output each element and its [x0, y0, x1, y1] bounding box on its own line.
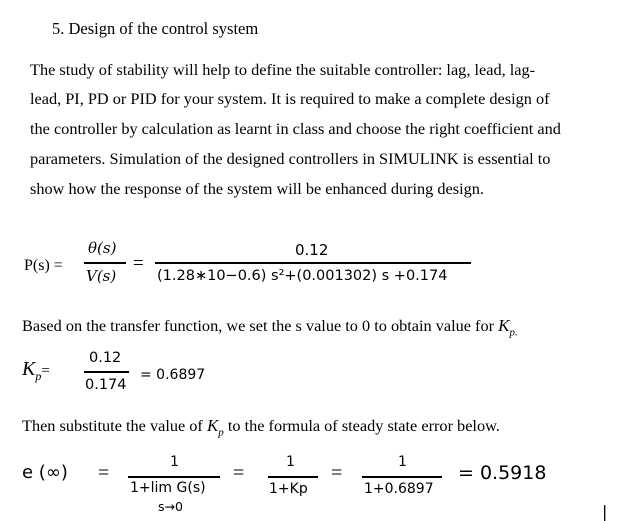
tf-frac2-numerator: 0.12: [295, 241, 329, 259]
tf-lhs: P(s) =: [24, 257, 63, 274]
kp-sentence-symbol: K: [498, 316, 510, 335]
kp-lhs: [22, 358, 50, 384]
ss-before: Then substitute the value of: [22, 416, 207, 435]
tf-frac1-bar: [84, 262, 126, 264]
kp-result: = 0.6897: [140, 367, 206, 383]
tf-frac1-numerator: θ(s): [88, 239, 117, 257]
err-equals-2: =: [233, 462, 245, 484]
err-lhs: e (∞): [22, 462, 68, 483]
intro-line-2: lead, PI, PD or PID for your system. It is required to make a complete design of: [30, 89, 550, 108]
err-f1-limit: s→0: [158, 499, 183, 514]
err-f3-numerator: 1: [398, 454, 407, 470]
kp-numerator: 0.12: [89, 350, 122, 366]
tf-frac2-bar: [155, 262, 471, 264]
err-f2-numerator: 1: [286, 454, 295, 470]
intro-line-5: show how the response of the system will be enhanced during design.: [30, 179, 484, 198]
substitution-sentence: [22, 416, 500, 438]
kp-sentence-sub: p.: [509, 326, 518, 339]
tf-frac1-denominator: V(s): [86, 267, 117, 285]
err-equals-3: =: [331, 462, 343, 484]
kp-lhs-equals: =: [41, 363, 50, 379]
tf-equals: =: [133, 253, 144, 274]
intro-line-1: The study of stability will help to define the suitable controller: lag, lead, lag-: [30, 60, 536, 79]
ss-after: to the formula of steady state error below.: [223, 416, 500, 435]
err-f3-denominator: 1+0.6897: [364, 481, 434, 497]
err-f2-bar: [268, 476, 318, 478]
text-cursor: |: [602, 502, 608, 521]
kp-denominator: 0.174: [85, 377, 127, 393]
kp-lhs-symbol: K: [22, 358, 36, 380]
err-f1-bar: [128, 476, 220, 478]
kp-fraction-bar: [84, 371, 129, 373]
tf-frac2-denominator: (1.28∗10−0.6) s²+(0.001302) s +0.174: [157, 268, 448, 284]
kp-lhs-sub: p: [35, 369, 42, 383]
err-result: = 0.5918: [458, 462, 547, 484]
kp-sentence-text: Based on the transfer function, we set the s value to 0 to obtain value for: [22, 316, 499, 335]
ss-symbol: K: [206, 416, 219, 435]
err-f2-denominator: 1+Kp: [269, 481, 308, 497]
err-f1-denominator: 1+lim G(s): [130, 480, 206, 496]
kp-sentence: [22, 316, 518, 338]
section-heading: 5. Design of the control system: [52, 19, 259, 38]
intro-line-3: the controller by calculation as learnt in class and choose the right coefficient and: [30, 119, 561, 138]
err-f3-bar: [362, 476, 442, 478]
err-f1-numerator: 1: [170, 454, 179, 470]
intro-line-4: parameters. Simulation of the designed controllers in SIMULINK is essential to: [30, 149, 551, 168]
err-equals-1: =: [98, 462, 110, 484]
ss-sub: p: [218, 426, 224, 439]
